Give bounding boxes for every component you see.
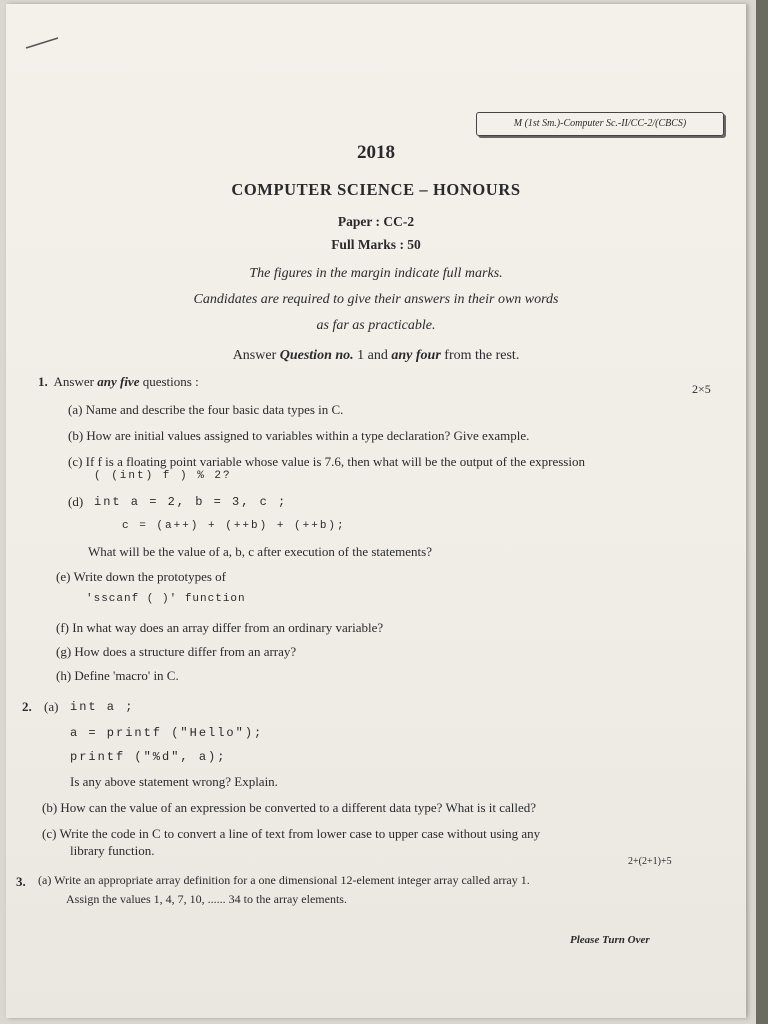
q2-b: (b) How can the value of an expression be converted to a different data type? What is it called?	[42, 800, 537, 815]
q1-b: (b) How are initial values assigned to variables within a type declaration? Give example.	[68, 428, 530, 443]
q1-d-code-2: c = (a++) + (++b) + (++b);	[122, 520, 346, 532]
q1-number: 1.	[38, 374, 48, 389]
q1-e: (e) Write down the prototypes of	[56, 569, 226, 584]
instruction-line-2: Candidates are required to give their answers in their own words	[193, 292, 559, 307]
q1-stem-c: questions :	[142, 374, 199, 389]
please-turn-over: Please Turn Over	[570, 934, 650, 946]
q1-marks: 2×5	[692, 382, 711, 396]
q2-code-1: int a ;	[70, 700, 135, 714]
answer-note-2: Question no.	[279, 348, 354, 363]
q1-d-code-1: int a = 2, b = 3, c ;	[94, 495, 288, 509]
q2-c-line-2: library function.	[70, 843, 155, 858]
q3-a-line-2: Assign the values 1, 4, 7, 10, ...... 34 to the array elements.	[66, 892, 347, 906]
instruction-line-3: as far as practicable.	[316, 318, 436, 333]
q2-code-3: printf ("%d", a);	[70, 750, 227, 764]
subject-title: COMPUTER SCIENCE – HONOURS	[231, 180, 521, 199]
q3-a-line-1: (a) Write an appropriate array definition for a one dimensional 12-element integer array called array 1.	[38, 873, 530, 887]
q1-f: (f) In what way does an array differ from an ordinary variable?	[56, 620, 384, 635]
answer-note-1: Answer	[232, 348, 277, 363]
q3-number: 3.	[16, 874, 26, 889]
q1-h: (h) Define 'macro' in C.	[56, 668, 179, 683]
paper-name: Paper : CC-2	[337, 214, 415, 229]
q2-a-text: Is any above statement wrong? Explain.	[70, 774, 278, 789]
q2-c-line-1: (c) Write the code in C to convert a line of text from lower case to upper case without using any	[42, 826, 541, 841]
q1-g: (g) How does a structure differ from an array?	[56, 644, 297, 659]
paper-code-box: M (1st Sm.)-Computer Sc.-II/CC-2/(CBCS)	[476, 112, 724, 136]
q1-stem-a: Answer	[53, 374, 94, 389]
full-marks: Full Marks : 50	[331, 237, 421, 252]
instruction-line-1: The figures in the margin indicate full marks.	[249, 266, 503, 281]
pen-mark-decoration	[24, 34, 64, 54]
q1-e-code: 'sscanf ( )' function	[86, 593, 246, 605]
answer-note-3: 1 and	[357, 348, 388, 363]
q1-d-label: (d)	[68, 494, 84, 509]
q2-number: 2.	[22, 699, 32, 714]
q2-code-2: a = printf ("Hello");	[70, 726, 264, 740]
answer-note-4: any four	[391, 348, 441, 363]
exam-page	[6, 4, 746, 1018]
answer-note-5: from the rest.	[444, 348, 520, 363]
q1-c-code: ( (int) f ) % 2?	[94, 470, 232, 482]
answer-note	[6, 348, 746, 364]
q1-d-text: What will be the value of a, b, c after execution of the statements?	[88, 544, 432, 559]
q1-stem-b: any five	[97, 374, 140, 389]
exam-year: 2018	[357, 142, 395, 163]
q1-stem	[38, 374, 199, 390]
q1-c: (c) If f is a floating point variable whose value is 7.6, then what will be the output of the expression	[68, 454, 585, 469]
page-edge-shadow	[756, 0, 768, 1024]
q1-a: (a) Name and describe the four basic data types in C.	[68, 402, 344, 417]
q2-marks: 2+(2+1)+5	[628, 856, 672, 867]
q2-a-label: (a)	[44, 699, 59, 714]
